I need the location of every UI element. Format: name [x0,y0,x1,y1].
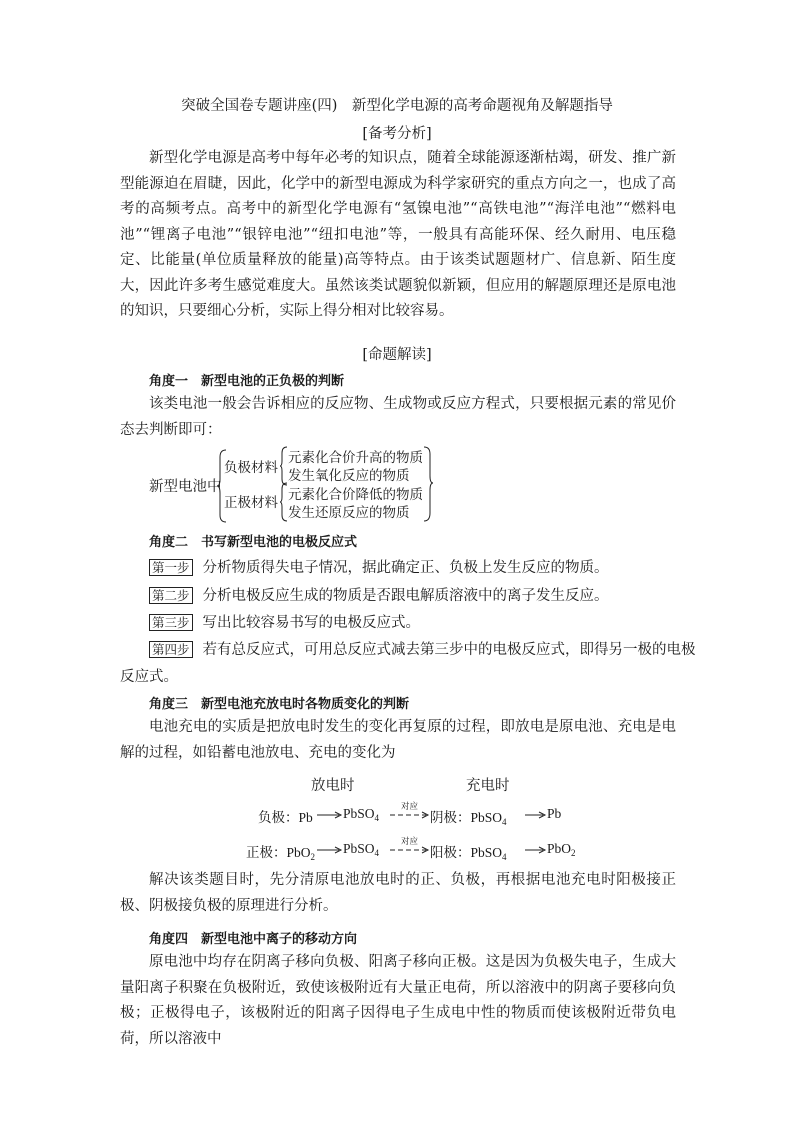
angle3-after: 解决该类题目时，先分清原电池放电时的正、负极，再根据电池充电时阳极接正极、阴极接负极的原理进行分析。 [120,872,676,914]
eq1-c: 阴极：PbSO$_4$ [430,810,507,827]
step-label: 第二步 [149,587,193,604]
step-row [149,556,609,577]
eq2-a: 正极：PbO$_2$ [246,845,316,862]
step-label: 第四步 [149,641,193,658]
arrow-icon [525,809,547,821]
step-text: 写出比较容易书写的电极反应式。 [202,615,421,631]
diagram-pos-item2: 发生还原反应的物质 [288,505,410,521]
eq2-b: PbSO$_4$ [343,841,380,858]
section-heading-interpretation: [命题解读] [362,347,432,363]
eq2-c: 阳极：PbSO$_4$ [430,845,507,862]
arrow-icon [317,844,343,856]
step-text: 若有总反应式，可用总反应式减去第三步中的电极反应式，即得另一极的电极 [202,642,696,658]
angle1-text: 该类电池一般会告诉相应的反应物、生成物或反应方程式，只要根据元素的常见价态去判断即可： [120,396,676,438]
eq1-a: 负极：Pb [258,810,313,825]
diagram-negative: 负极材料 [224,460,278,476]
step-row [149,638,696,659]
angle1-heading: 角度一 新型电池的正负极的判断 [149,374,345,389]
diagram-neg-item2: 发生氧化反应的物质 [288,468,410,484]
section-heading-analysis: [备考分析] [362,126,432,142]
discharge-label: 放电时 [311,778,355,794]
dashed-arrow-icon [390,844,430,856]
corr-label: 对应 [401,837,419,847]
angle3-heading: 角度三 新型电池充放电时各物质变化的判断 [149,697,410,712]
diagram-neg-item1: 元素化合价升高的物质 [288,450,423,466]
step-row [149,584,609,605]
diagram-positive: 正极材料 [224,495,278,511]
diagram-pos-item1: 元素化合价降低的物质 [288,487,423,503]
intro-paragraph: 新型化学电源是高考中每年必考的知识点，随着全球能源逐渐枯竭，研发、推广新型能源迫在眉睫，因此，化学中的新型电源成为科学家研究的重点方向之一，也成了高考的高频考点。高考中的新型化学电源有“氢镍电池”“高铁电池”“海洋电池”“燃料电池”“锂离子电池”“银锌电池”“纽扣电池”等，一般具有高能环保、经久耐用、电压稳定、比能量(单位质量释放的能量)高等特点。由于该类试题题材广、信息新、陌生度大，因此许多考生感觉难度大。虽然该类试题貌似新颖，但应用的解题原理还是原电池的知识，只要细心分析，实际上得分相对比较容易。 [120,150,676,319]
step-text: 分析电极反应生成的物质是否跟电解质溶液中的离子发生反应。 [202,588,609,604]
arrow-icon [525,844,547,856]
step-label: 第三步 [149,614,193,631]
step4-continuation: 反应式。 [120,669,178,685]
step-label: 第一步 [149,559,193,576]
dashed-arrow-icon [390,809,430,821]
right-brace-icon [422,446,434,522]
corr-label: 对应 [401,802,419,812]
angle4-text: 原电池中均存在阴离子移向负极、阳离子移向正极。这是因为负极失电子，生成大量阳离子积聚在负极附近，致使该极附近有大量正电荷，所以溶液中的阴离子要移向负极；正极得电子，该极附近的阳离子因得电子生成电中性的物质而使该极附近带负电荷，所以溶液中 [120,954,676,1047]
step-text: 分析物质得失电子情况，据此确定正、负极上发生反应的物质。 [202,560,609,576]
angle2-heading: 角度二 书写新型电池的电极反应式 [149,535,358,550]
angle3-text: 电池充电的实质是把放电时发生的变化再复原的过程，即放电是原电池、充电是电解的过程，如铅蓄电池放电、充电的变化为 [120,719,676,761]
page-title: 突破全国卷专题讲座(四) 新型化学电源的高考命题视角及解题指导 [181,98,613,114]
eq1-d: Pb [547,806,562,821]
arrow-icon [317,809,343,821]
angle4-heading: 角度四 新型电池中离子的移动方向 [149,932,358,947]
diagram-root: 新型电池中 [149,479,222,495]
eq1-b: PbSO$_4$ [343,806,380,823]
charge-label: 充电时 [466,778,510,794]
step-row [149,611,420,632]
eq2-d: PbO$_2$ [547,841,576,858]
